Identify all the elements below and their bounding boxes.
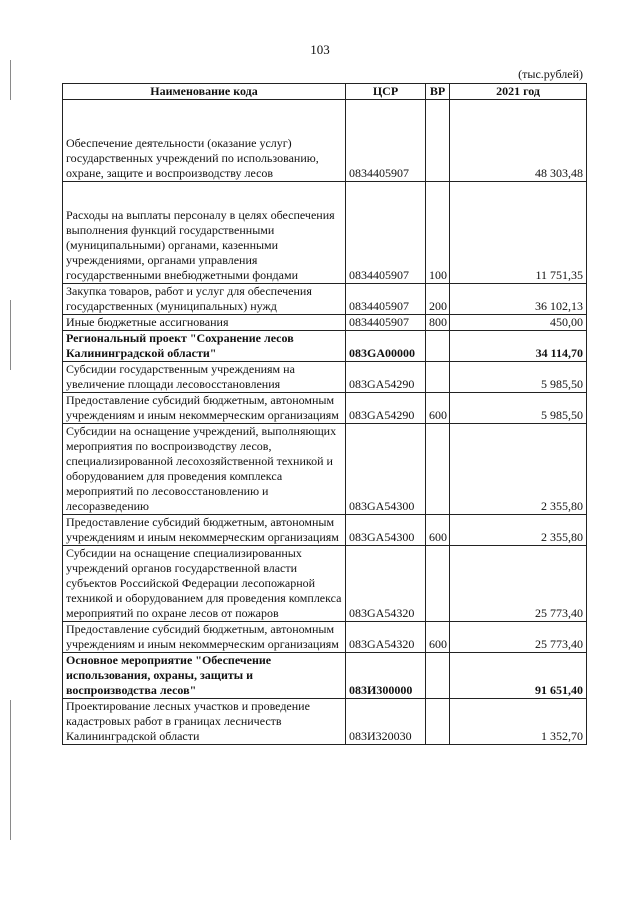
row-vr xyxy=(426,546,450,622)
table-row xyxy=(63,182,587,284)
header-year: 2021 год xyxy=(450,84,587,100)
row-csr: 0834405907 xyxy=(346,182,426,284)
table-row xyxy=(63,362,587,393)
scan-edge-mark xyxy=(10,700,11,840)
row-csr: 083GA54300 xyxy=(346,424,426,515)
row-name: Региональный проект "Сохранение лесов Калининградской области" xyxy=(63,331,346,362)
row-vr xyxy=(426,653,450,699)
row-vr: 200 xyxy=(426,284,450,315)
row-amount: 5 985,50 xyxy=(450,393,587,424)
row-vr: 800 xyxy=(426,315,450,331)
row-vr xyxy=(426,362,450,393)
row-amount: 5 985,50 xyxy=(450,362,587,393)
row-vr xyxy=(426,424,450,515)
row-name: Обеспечение деятельности (оказание услуг) государственных учреждений по использованию, охране, защите и воспроизводству лесов xyxy=(63,100,346,182)
table-body xyxy=(63,100,587,745)
row-csr: 0834405907 xyxy=(346,100,426,182)
row-amount: 48 303,48 xyxy=(450,100,587,182)
row-name: Основное мероприятие "Обеспечение использования, охраны, защиты и воспроизводства лесов" xyxy=(63,653,346,699)
row-vr xyxy=(426,331,450,362)
row-csr: 083GA54320 xyxy=(346,622,426,653)
row-name: Проектирование лесных участков и проведение кадастровых работ в границах лесничеств Калининградской области xyxy=(63,699,346,745)
header-vr: ВР xyxy=(426,84,450,100)
table-row xyxy=(63,546,587,622)
header-csr: ЦСР xyxy=(346,84,426,100)
table-row xyxy=(63,100,587,182)
row-amount: 2 355,80 xyxy=(450,424,587,515)
row-name: Субсидии на оснащение специализированных учреждений органов государственной власти субъектов Российской Федерации лесопожарной техникой и оборудованием для проведения комплекса мероприятий по охране лесов от пожаров xyxy=(63,546,346,622)
table-header-row xyxy=(63,84,587,100)
row-name: Закупка товаров, работ и услуг для обеспечения государственных (муниципальных) нужд xyxy=(63,284,346,315)
header-name: Наименование кода xyxy=(63,84,346,100)
row-name: Предоставление субсидий бюджетным, автономным учреждениям и иным некоммерческим организациям xyxy=(63,622,346,653)
row-vr: 600 xyxy=(426,622,450,653)
row-amount: 11 751,35 xyxy=(450,182,587,284)
row-name: Предоставление субсидий бюджетным, автономным учреждениям и иным некоммерческим организациям xyxy=(63,515,346,546)
row-amount: 34 114,70 xyxy=(450,331,587,362)
row-vr: 100 xyxy=(426,182,450,284)
table-row xyxy=(63,284,587,315)
row-csr: 083GA54320 xyxy=(346,546,426,622)
row-csr: 083И300000 xyxy=(346,653,426,699)
row-vr xyxy=(426,699,450,745)
unit-label: (тыс.рублей) xyxy=(518,67,583,81)
row-amount: 1 352,70 xyxy=(450,699,587,745)
page-number: 103 xyxy=(310,42,330,57)
table-row xyxy=(63,515,587,546)
row-amount: 450,00 xyxy=(450,315,587,331)
row-csr: 083И320030 xyxy=(346,699,426,745)
row-csr: 0834405907 xyxy=(346,315,426,331)
scan-edge-mark xyxy=(10,300,11,370)
row-name: Предоставление субсидий бюджетным, автономным учреждениям и иным некоммерческим организациям xyxy=(63,393,346,424)
row-name: Субсидии на оснащение учреждений, выполняющих мероприятия по воспроизводству лесов, специализированной лесохозяйственной техникой и оборудованием для проведения комплекса мероприятий по лесовосстановлению и лесоразведению xyxy=(63,424,346,515)
table-row xyxy=(63,699,587,745)
row-amount: 25 773,40 xyxy=(450,622,587,653)
row-name: Субсидии государственным учреждениям на увеличение площади лесовосстановления xyxy=(63,362,346,393)
table-row-section xyxy=(63,653,587,699)
row-amount: 2 355,80 xyxy=(450,515,587,546)
row-name: Расходы на выплаты персоналу в целях обеспечения выполнения функций государственными (муниципальными) органами, казенными учреждениями, органами управления государственными внебюджетными фондами xyxy=(63,182,346,284)
row-csr: 083GA54300 xyxy=(346,515,426,546)
table-row-section xyxy=(63,331,587,362)
scan-edge-mark xyxy=(10,60,11,100)
row-vr xyxy=(426,100,450,182)
table-row xyxy=(63,424,587,515)
row-vr: 600 xyxy=(426,515,450,546)
row-csr: 083GA54290 xyxy=(346,393,426,424)
row-amount: 25 773,40 xyxy=(450,546,587,622)
row-vr: 600 xyxy=(426,393,450,424)
row-name: Иные бюджетные ассигнования xyxy=(63,315,346,331)
table-row xyxy=(63,393,587,424)
row-amount: 36 102,13 xyxy=(450,284,587,315)
row-amount: 91 651,40 xyxy=(450,653,587,699)
table-row xyxy=(63,315,587,331)
row-csr: 083GA00000 xyxy=(346,331,426,362)
table-row xyxy=(63,622,587,653)
row-csr: 0834405907 xyxy=(346,284,426,315)
row-csr: 083GA54290 xyxy=(346,362,426,393)
budget-table xyxy=(62,83,587,745)
